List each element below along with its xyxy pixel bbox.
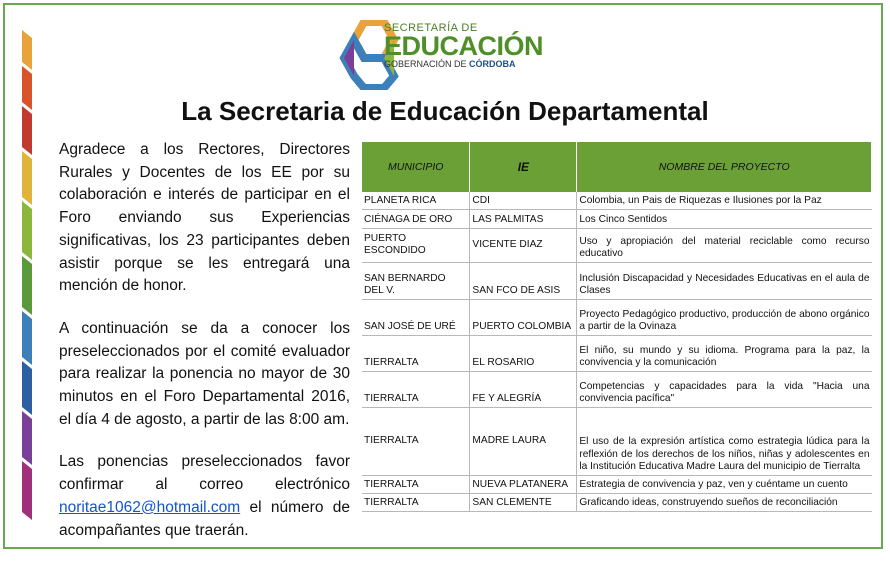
header-municipio: MUNICIPIO bbox=[362, 142, 470, 192]
table-row bbox=[362, 475, 872, 493]
cell-ie: FE Y ALEGRÍA bbox=[470, 371, 577, 407]
cell-municipio: TIERRALTA bbox=[362, 407, 470, 475]
table-row bbox=[362, 262, 872, 299]
table-row bbox=[362, 371, 872, 407]
cell-ie: MADRE LAURA bbox=[470, 407, 577, 475]
paragraph-confirm-before: Las ponencias preseleccionados favor confirmar al correo electrónico bbox=[59, 453, 350, 494]
cell-ie: EL ROSARIO bbox=[470, 335, 577, 371]
paragraph-confirm-after: el número de acompañantes que traerán. bbox=[59, 498, 350, 539]
cell-proyecto: Competencias y capacidades para la vida "Hacia una convivencia pacífica" bbox=[577, 371, 872, 407]
cell-municipio: TIERRALTA bbox=[362, 371, 470, 407]
table-row bbox=[362, 209, 872, 228]
ribbon-segment bbox=[22, 461, 32, 520]
cell-ie: SAN FCO DE ASIS bbox=[470, 262, 577, 299]
header-ie: IE bbox=[470, 142, 577, 192]
table-row bbox=[362, 192, 872, 209]
ribbon-segment bbox=[22, 30, 32, 70]
cell-proyecto: El uso de la expresión artística como estrategia lúdica para la reflexión de los derechos de los niños, niñas y adolescentes en la Institución Educativa Madre Laura del municipio de Tierralta bbox=[577, 407, 872, 475]
table-row bbox=[362, 335, 872, 371]
cell-municipio: TIERRALTA bbox=[362, 335, 470, 371]
logo-line3-prefix: GOBERNACIÓN DE bbox=[384, 59, 470, 69]
cell-municipio: SAN BERNARDO DEL V. bbox=[362, 262, 470, 299]
cell-proyecto: Inclusión Discapacidad y Necesidades Educativas en el aula de Clases bbox=[577, 262, 872, 299]
intro-text bbox=[59, 139, 350, 562]
ribbon-segment bbox=[22, 256, 32, 315]
cell-proyecto: El niño, su mundo y su idioma. Programa para la paz, la convivencia y la comunicación bbox=[577, 335, 872, 371]
cell-municipio: PLANETA RICA bbox=[362, 192, 470, 209]
logo-line3-bold: CÓRDOBA bbox=[469, 59, 516, 69]
cell-ie: VICENTE DIAZ bbox=[470, 228, 577, 262]
paragraph-thanks: Agradece a los Rectores, Directores Rurales y Docentes de los EE por su colaboración e interés de participar en el Foro enviando sus Experiencias significativas, los 23 participantes deben asistir porque se les entregará una mención de honor. bbox=[59, 141, 350, 295]
cell-proyecto: Los Cinco Sentidos bbox=[577, 209, 872, 228]
table-row bbox=[362, 299, 872, 335]
email-link[interactable]: noritae1062@hotmail.com bbox=[59, 498, 241, 516]
paragraph-confirm bbox=[59, 451, 350, 542]
cell-ie: NUEVA PLATANERA bbox=[470, 475, 577, 493]
table-row bbox=[362, 407, 872, 475]
cell-municipio: TIERRALTA bbox=[362, 475, 470, 493]
table-row bbox=[362, 228, 872, 262]
page-title: La Secretaria de Educación Departamental bbox=[181, 96, 709, 126]
cell-proyecto: Estrategia de convivencia y paz, ven y cuéntame un cuento bbox=[577, 475, 872, 493]
projects-table bbox=[362, 142, 872, 512]
cell-municipio: SAN JOSÉ DE URÉ bbox=[362, 299, 470, 335]
logo-line1: SECRETARÍA DE bbox=[384, 22, 478, 34]
ribbon-segment bbox=[22, 151, 32, 205]
cell-ie: PUERTO COLOMBIA bbox=[470, 299, 577, 335]
ribbon-segment bbox=[22, 411, 32, 465]
cell-ie: CDI bbox=[470, 192, 577, 209]
ribbon-segment bbox=[22, 201, 32, 260]
cell-ie: LAS PALMITAS bbox=[470, 209, 577, 228]
cell-municipio: CIÉNAGA DE ORO bbox=[362, 209, 470, 228]
cell-municipio: TIERRALTA bbox=[362, 493, 470, 511]
ribbon-segment bbox=[22, 311, 32, 365]
paragraph-announcement: A continuación se da a conocer los preseleccionados por el comité evaluador para realizar la ponencia no mayor de 30 minutos en el Foro Departamental 2016, el día 4 de agosto, a partir de las 8:00 am. bbox=[59, 319, 350, 428]
header-proyecto: NOMBRE DEL PROYECTO bbox=[577, 142, 872, 192]
cell-municipio: PUERTO ESCONDIDO bbox=[362, 228, 470, 262]
ribbon-segment bbox=[22, 361, 32, 415]
cell-proyecto: Graficando ideas, construyendo sueños de reconciliación bbox=[577, 493, 872, 511]
cell-proyecto: Colombia, un Pais de Riquezas e Ilusiones por la Paz bbox=[577, 192, 872, 209]
table-header-row bbox=[362, 142, 872, 192]
table-row bbox=[362, 493, 872, 511]
logo-text bbox=[384, 22, 543, 69]
cell-proyecto: Proyecto Pedagógico productivo, producción de abono orgánico a partir de la Ovinaza bbox=[577, 299, 872, 335]
cell-proyecto: Uso y apropiación del material reciclable como recurso educativo bbox=[577, 228, 872, 262]
cell-ie: SAN CLEMENTE bbox=[470, 493, 577, 511]
logo-line2: EDUCACIÓN bbox=[384, 31, 544, 61]
